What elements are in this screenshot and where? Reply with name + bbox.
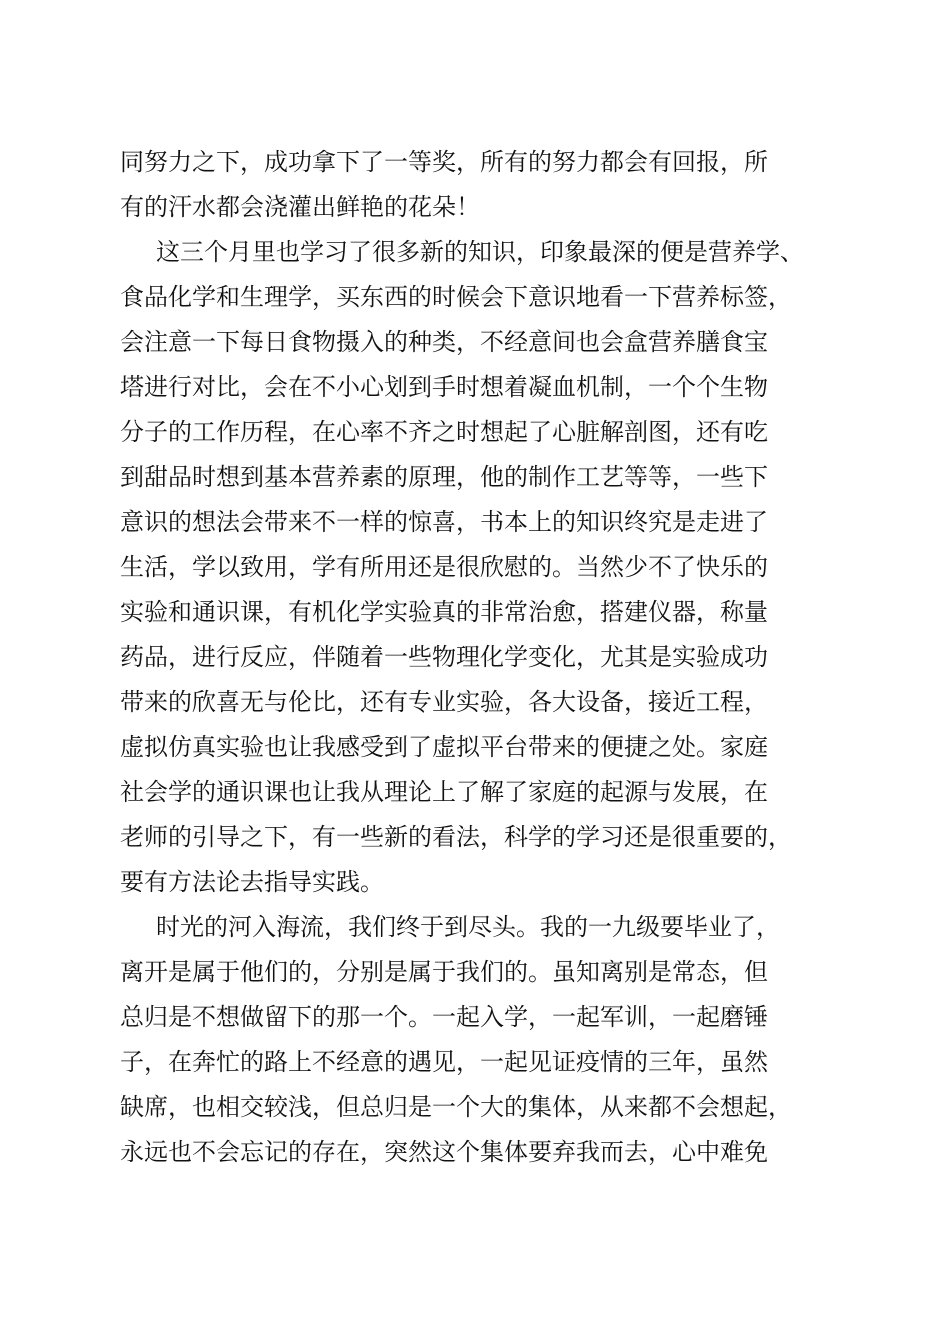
text-line: 子，在奔忙的路上不经意的遇见，一起见证疫情的三年，虽然 bbox=[120, 1048, 768, 1076]
text-line: 带来的欣喜无与伦比，还有专业实验，各大设备，接近工程， bbox=[120, 688, 768, 716]
text-line: 同努力之下，成功拿下了一等奖，所有的努力都会有回报，所 bbox=[120, 148, 768, 176]
text-line: 塔进行对比，会在不小心划到手时想着凝血机制，一个个生物 bbox=[120, 373, 768, 401]
text-line: 永远也不会忘记的存在，突然这个集体要弃我而去，心中难免 bbox=[120, 1138, 768, 1166]
text-line: 有的汗水都会浇灌出鲜艳的花朵！ bbox=[120, 193, 480, 221]
text-line: 离开是属于他们的，分别是属于我们的。虽知离别是常态，但 bbox=[120, 958, 768, 986]
text-line: 食品化学和生理学，买东西的时候会下意识地看一下营养标签， bbox=[120, 283, 792, 311]
body-text bbox=[120, 140, 840, 1175]
paragraph-start-line: 这三个月里也学习了很多新的知识，印象最深的便是营养学、 bbox=[156, 238, 804, 266]
text-line: 分子的工作历程，在心率不齐之时想起了心脏解剖图，还有吃 bbox=[120, 418, 768, 446]
text-line: 实验和通识课，有机化学实验真的非常治愈，搭建仪器，称量 bbox=[120, 598, 768, 626]
text-line: 生活，学以致用，学有所用还是很欣慰的。当然少不了快乐的 bbox=[120, 553, 768, 581]
text-line: 缺席，也相交较浅，但总归是一个大的集体，从来都不会想起， bbox=[120, 1093, 792, 1121]
text-line: 要有方法论去指导实践。 bbox=[120, 868, 384, 896]
text-line: 虚拟仿真实验也让我感受到了虚拟平台带来的便捷之处。家庭 bbox=[120, 733, 768, 761]
text-line: 老师的引导之下，有一些新的看法，科学的学习还是很重要的， bbox=[120, 823, 792, 851]
text-line: 会注意一下每日食物摄入的种类，不经意间也会盒营养膳食宝 bbox=[120, 328, 768, 356]
text-line: 总归是不想做留下的那一个。一起入学，一起军训，一起磨锤 bbox=[120, 1003, 768, 1031]
paragraph-start-line: 时光的河入海流，我们终于到尽头。我的一九级要毕业了， bbox=[156, 913, 780, 941]
text-line: 意识的想法会带来不一样的惊喜，书本上的知识终究是走进了 bbox=[120, 508, 768, 536]
text-line: 到甜品时想到基本营养素的原理，他的制作工艺等等，一些下 bbox=[120, 463, 768, 491]
text-line: 药品，进行反应，伴随着一些物理化学变化，尤其是实验成功 bbox=[120, 643, 768, 671]
text-line: 社会学的通识课也让我从理论上了解了家庭的起源与发展，在 bbox=[120, 778, 768, 806]
